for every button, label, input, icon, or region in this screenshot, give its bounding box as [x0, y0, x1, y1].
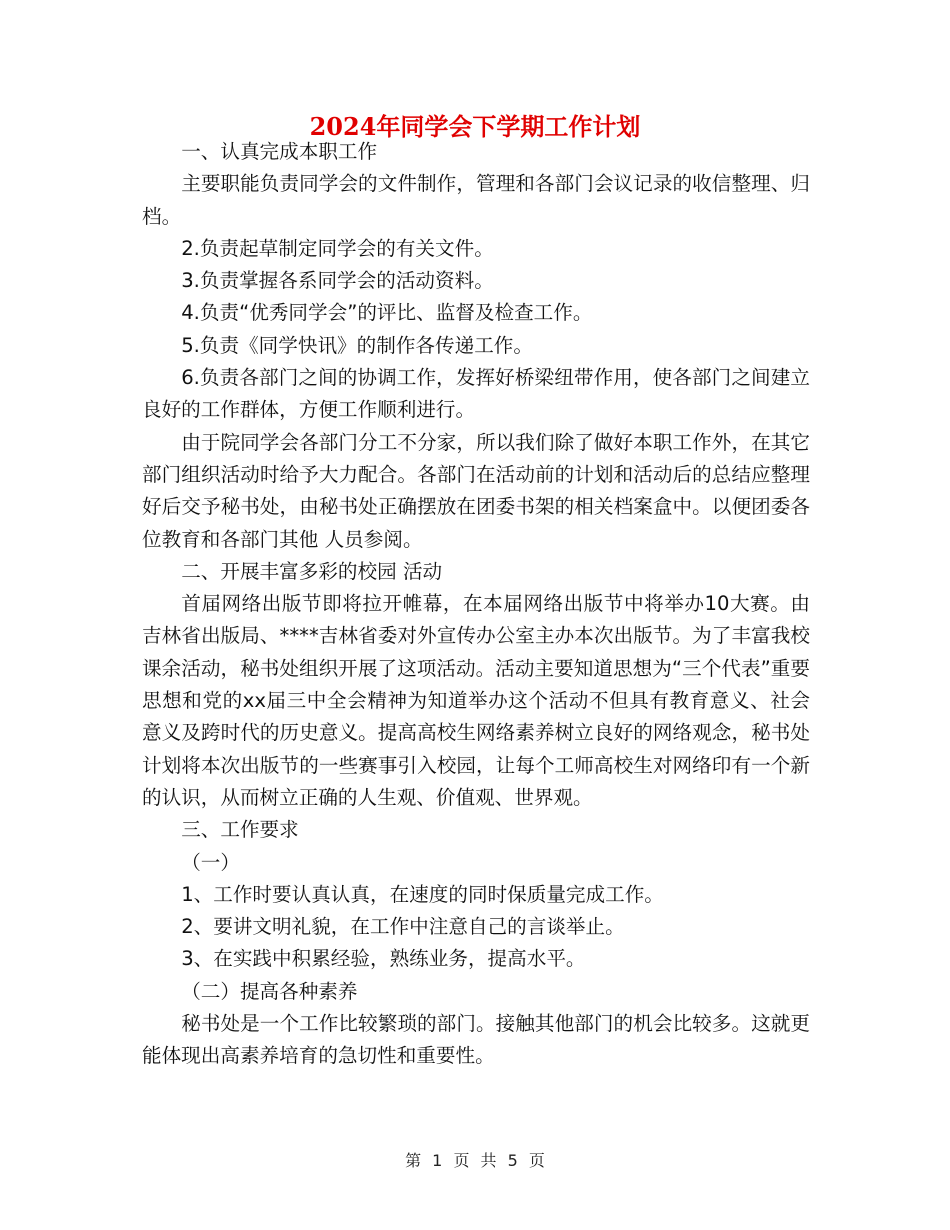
paragraph-cooperation: 由于院同学会各部门分工不分家，所以我们除了做好本职工作外，在其它部门组织活动时给予大力配合。各部门在活动前的计划和活动后的总结应整理好后交予秘书处，由秘书处正确摆放在团委书架的相关档案盒中。以便团委各位教育和各部门其他 人员参阅。 [142, 430, 810, 551]
document-title: 2024年同学会下学期工作计划 [309, 112, 641, 141]
section-heading-3: 三、工作要求 [181, 818, 299, 842]
page-number-footer: 第 1 页 共 5 页 [405, 1151, 545, 1170]
requirement-item-3: 3、在实践中积累经验，熟练业务，提高水平。 [181, 947, 586, 971]
paragraph-main-duties: 主要职能负责同学会的文件制作，管理和各部门会议记录的收信整理、归档。 [142, 172, 810, 228]
requirement-item-2: 2、要讲文明礼貌，在工作中注意自己的言谈举止。 [181, 915, 625, 939]
paragraph-secretariat: 秘书处是一个工作比较繁琐的部门。接触其他部门的机会比较多。这就更能体现出高素养培育的急切性和重要性。 [142, 1012, 810, 1068]
list-item-3: 3.负责掌握各系同学会的活动资料。 [181, 269, 494, 293]
list-item-2: 2.负责起草制定同学会的有关文件。 [181, 236, 494, 260]
list-item-4: 4.负责“优秀同学会”的评比、监督及检查工作。 [181, 301, 593, 325]
subheading-2: （二）提高各种素养 [181, 979, 358, 1003]
section-heading-1: 一、认真完成本职工作 [181, 140, 378, 163]
subheading-1: （一） [181, 850, 240, 874]
document-body [142, 136, 810, 1073]
list-item-6: 6.负责各部门之间的协调工作，发挥好桥梁纽带作用，使各部门之间建立良好的工作群体，方便工作顺利进行。 [142, 366, 810, 422]
list-item-5: 5.负责《同学快讯》的制作各传递工作。 [181, 333, 533, 357]
requirement-item-1: 1、工作时要认真认真，在速度的同时保质量完成工作。 [181, 882, 664, 906]
paragraph-publishing-festival: 首届网络出版节即将拉开帷幕，在本届网络出版节中将举办10大赛。由吉林省出版局、****吉林省委对外宣传办公室主办本次出版节。为了丰富我校课余活动，秘书处组织开展了这项活动。活动主要知道思想为“三个代表”重要思想和党的xx届三中全会精神为知道举办这个活动不但具有教育意义、社会意义及跨时代的历史意义。提高高校生网络素养树立良好的网络观念，秘书处计划将本次出版节的一些赛事引入校园，让每个工师高校生对网络印有一个新的认识，从而树立正确的人生观、价值观、世界观。 [142, 592, 810, 809]
section-heading-2: 二、开展丰富多彩的校园 活动 [181, 559, 443, 583]
